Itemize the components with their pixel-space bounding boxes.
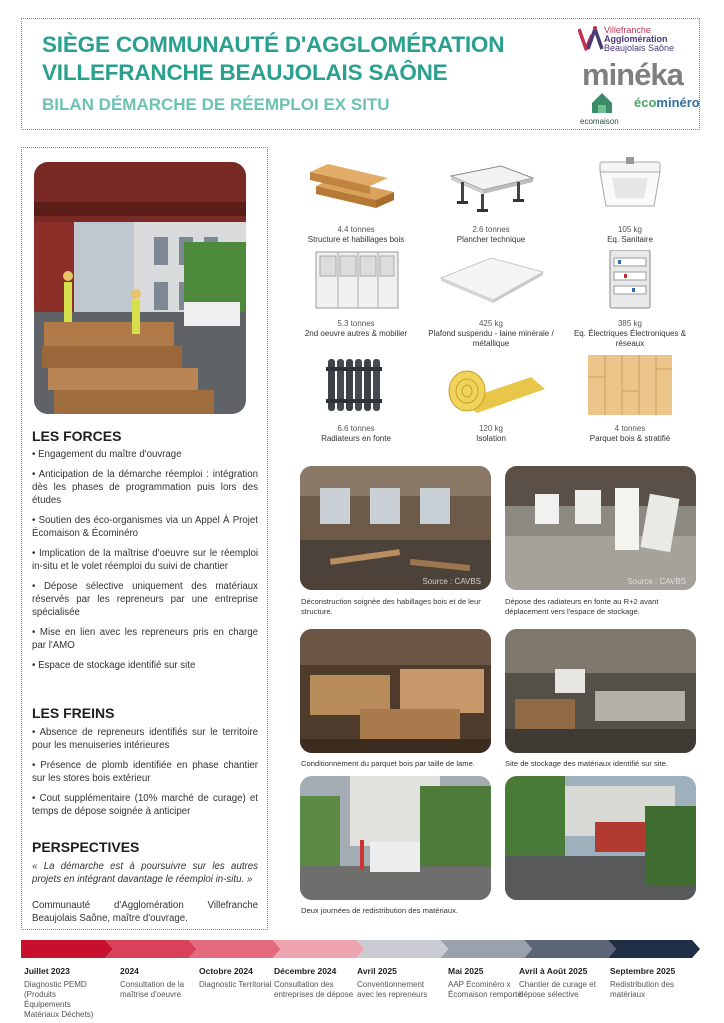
timeline-date: Septembre 2025 (610, 966, 676, 976)
material-item (286, 250, 426, 339)
ceiling-tile-icon (421, 250, 561, 310)
page-title-line1: SIÈGE COMMUNAUTÉ D'AGGLOMÉRATION (42, 32, 505, 57)
page-title-line2: VILLEFRANCHE BEAUJOLAIS SAÔNE (42, 60, 448, 85)
timeline-text: Chantier de curage et dépose sélective (519, 980, 596, 999)
header-box (21, 18, 700, 130)
photo-truck-loading (34, 162, 246, 414)
radiator-icon (286, 355, 426, 415)
timeline-item (448, 966, 528, 1000)
photo-caption: Déconstruction soignée des habillages bois et de leur structure. (301, 597, 481, 616)
material-label: Isolation (476, 434, 506, 443)
timeline-bar (21, 940, 700, 958)
material-value: 4.4 tonnes (337, 225, 375, 234)
material-value: 105 kg (617, 225, 643, 234)
freins-heading: LES FREINS (32, 705, 115, 721)
photo-source: Source : CAVBS (627, 577, 686, 586)
forces-item: • Anticipation de la démarche réemploi : intégration dès les phases de programmation puis lors des études (32, 468, 258, 507)
forces-item: • Espace de stockage identifié sur site (32, 659, 258, 672)
material-item (421, 355, 561, 444)
logo-villefranche-agglo (578, 23, 698, 57)
logo-agglo-text2: Agglomération (604, 34, 668, 44)
material-value: 385 kg (617, 319, 643, 328)
ecomaison-house-icon (590, 91, 614, 115)
logo-ecominero (634, 95, 714, 125)
timeline-text: Diagnostic PEMD (Produits Équipements Matériaux Déchets) (24, 980, 94, 1019)
material-label: Eq. Sanitaire (607, 235, 653, 244)
timeline-item (120, 966, 200, 1000)
material-label: Structure et habillages bois (307, 235, 405, 244)
agglo-mark-icon (578, 25, 604, 53)
timeline-segment (608, 940, 700, 958)
material-item (560, 355, 700, 444)
partition-icon (286, 250, 426, 310)
timeline-text: Conventionnement avec les repreneurs (357, 980, 428, 999)
material-item (286, 156, 426, 245)
freins-item: • Absence de repreneurs identifiés sur le territoire pour les menuiseries intérieures (32, 726, 258, 752)
logo-ecominero-text-a: éco (634, 95, 657, 110)
timeline-text: Diagnostic Territorial (199, 980, 272, 989)
material-value: 120 kg (478, 424, 504, 433)
left-panel (21, 147, 268, 930)
material-label: Plancher technique (456, 235, 526, 244)
timeline-date: Mai 2025 (448, 966, 484, 976)
sink-icon (560, 156, 700, 216)
raised-floor-icon (421, 156, 561, 216)
timeline-text: Consultation des entreprises de dépose (274, 980, 354, 999)
logo-ecomaison-text: ecomaison (580, 117, 619, 126)
timeline-item (199, 966, 279, 990)
logo-mineka: minéka (582, 57, 683, 92)
material-value: 4 tonnes (614, 424, 646, 433)
forces-list (32, 448, 258, 679)
material-label: Eq. Électriques Électroniques & réseaux (573, 329, 687, 348)
timeline-date: 2024 (120, 966, 139, 976)
timeline-text: Consultation de la maîtrise d'oeuvre (120, 980, 185, 999)
timeline-segment (189, 940, 281, 958)
forces-item: • Implication de la maîtrise d'oeuvre sur le réemploi in-situ et le volet réemploi du suivi de chantier (32, 547, 258, 573)
photo-caption: Dépose des radiateurs en fonte au R+2 avant déplacement vers l'espace de stockage. (505, 597, 659, 616)
timeline-segment (357, 940, 449, 958)
insulation-roll-icon (421, 355, 561, 415)
photo-deconstruction (300, 466, 491, 590)
timeline-segment (273, 940, 365, 958)
photo-caption: Conditionnement du parquet bois par taille de lame. (301, 759, 475, 768)
forces-item: • Mise en lien avec les repreneurs pris en charge par l'AMO (32, 626, 258, 652)
material-item (286, 355, 426, 444)
photo-radiators (505, 466, 696, 590)
timeline-item (274, 966, 354, 1000)
timeline-text: Redistribution des matériaux (610, 980, 675, 999)
forces-heading: LES FORCES (32, 428, 122, 444)
parquet-icon (560, 355, 700, 415)
photo-redistribution-2 (505, 776, 696, 900)
logo-ecomaison (580, 91, 628, 129)
material-item (560, 156, 700, 245)
logo-ecominero-text-b: minéro (656, 95, 700, 110)
timeline (21, 940, 700, 1018)
timeline-item (610, 966, 690, 1000)
wood-planks-icon (286, 156, 426, 216)
freins-item: • Présence de plomb identifiée en phase chantier sur les stores bois extérieur (32, 759, 258, 785)
material-value: 425 kg (478, 319, 504, 328)
page-subtitle: BILAN DÉMARCHE DE RÉEMPLOI EX SITU (42, 95, 390, 114)
material-value: 2.6 tonnes (472, 225, 510, 234)
forces-item: • Engagement du maître d'ouvrage (32, 448, 258, 461)
timeline-segment (105, 940, 197, 958)
material-item (421, 156, 561, 245)
photo-parquet-packing (300, 629, 491, 753)
timeline-segment (524, 940, 616, 958)
photo-redistribution-1 (300, 776, 491, 900)
material-value: 5.3 tonnes (337, 319, 375, 328)
forces-item: • Dépose sélective uniquement des matériaux réservés par les repreneurs par une entreprise spécialisée (32, 580, 258, 619)
timeline-item (24, 966, 104, 1020)
material-label: Radiateurs en fonte (321, 434, 391, 443)
timeline-text: AAP Écominéro x Écomaison remporté (448, 980, 522, 999)
material-item (560, 250, 700, 349)
forces-item: • Soutien des éco-organismes via un Appel À Projet Écomaison & Écominéro (32, 514, 258, 540)
timeline-date: Juillet 2023 (24, 966, 70, 976)
photo-caption: Deux journées de redistribution des matériaux. (301, 906, 459, 915)
photo-caption: Site de stockage des matériaux identifié sur site. (505, 759, 668, 768)
timeline-item (519, 966, 599, 1000)
freins-item: • Cout supplémentaire (10% marché de curage) et temps de dépose soignée à anticiper (32, 792, 258, 818)
timeline-segment (21, 940, 113, 958)
material-label: 2nd oeuvre autres & mobilier (304, 329, 408, 338)
timeline-item (357, 966, 437, 1000)
timeline-date: Octobre 2024 (199, 966, 253, 976)
perspectives-heading: PERSPECTIVES (32, 839, 140, 855)
logo-agglo-text3: Beaujolais Saône (604, 43, 675, 53)
photo-storage-site (505, 629, 696, 753)
logo-agglo-text1: Villefranche (604, 25, 651, 35)
timeline-date: Avril 2025 (357, 966, 397, 976)
perspectives-signature: Communauté d'Agglomération Villefranche Beaujolais Saône, maître d'ouvrage. (32, 900, 258, 924)
photo-source: Source : CAVBS (422, 577, 481, 586)
material-value: 6.6 tonnes (337, 424, 375, 433)
material-label: Parquet bois & stratifié (589, 434, 671, 443)
electrical-panel-icon (560, 250, 700, 310)
timeline-date: Avril à Août 2025 (519, 966, 588, 976)
material-label: Plafond suspendu - laine minérale / métallique (428, 329, 554, 348)
perspectives-quote: « La démarche est à poursuivre sur les autres projets en intégrant davantage le réemploi in-situ. » (32, 861, 258, 885)
timeline-date: Décembre 2024 (274, 966, 337, 976)
freins-list (32, 726, 258, 825)
timeline-segment (440, 940, 532, 958)
material-item (421, 250, 561, 349)
